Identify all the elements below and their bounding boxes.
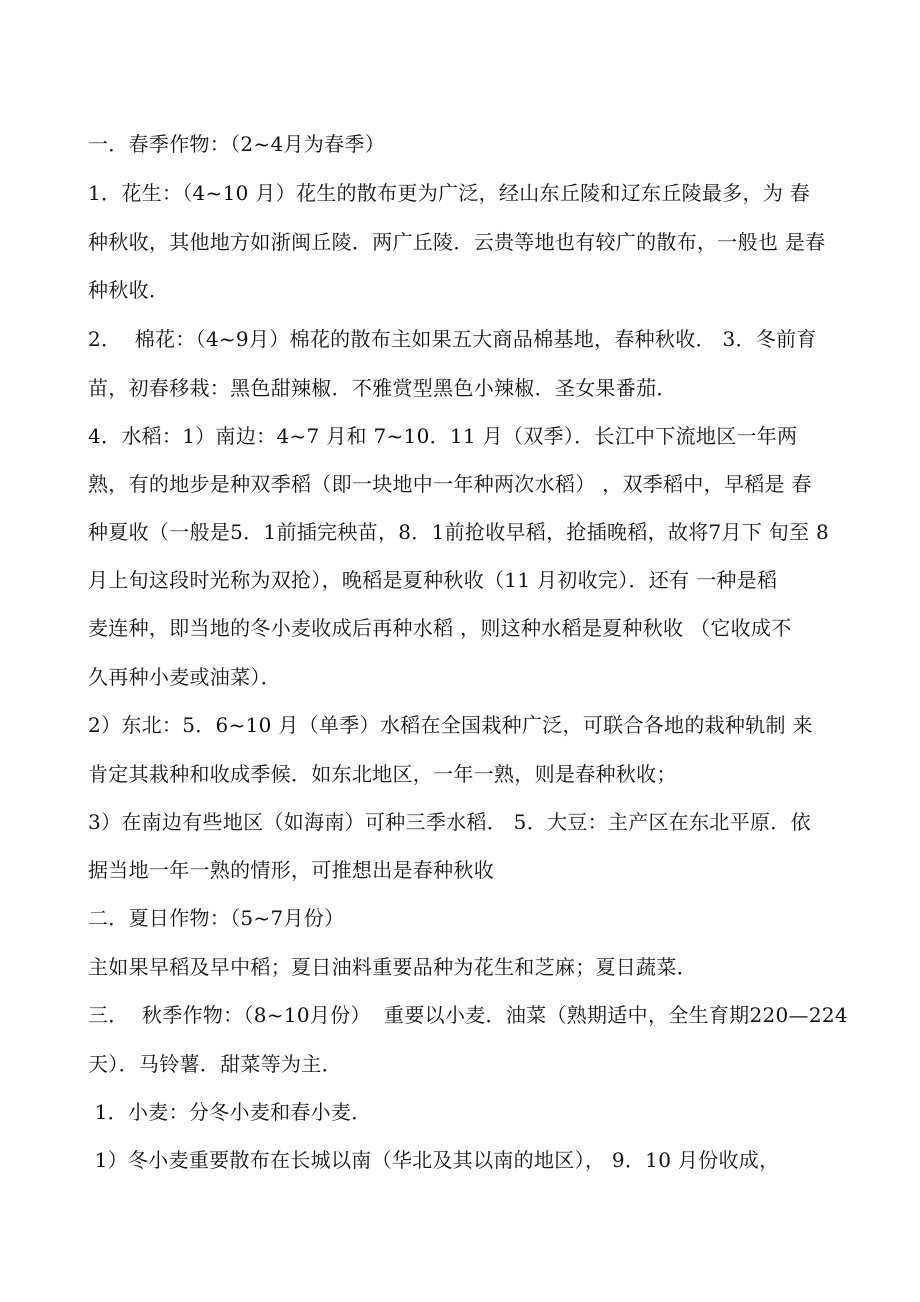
paragraph-line: 1．小麦：分冬小麦和春小麦．	[88, 1100, 372, 1124]
paragraph-line: 熟，有的地步是种双季稻（即一块地中一年种两次水稻） ，双季稻中，早稻是 春	[88, 472, 812, 496]
paragraph-line: 种秋收，其他地方如浙闽丘陵．两广丘陵．云贵等地也有较广的散布，一般也 是春	[88, 230, 826, 254]
section-heading-summer: 二．夏日作物：（5~7月份）	[88, 906, 345, 930]
paragraph-line: 麦连种，即当地的冬小麦收成后再种水稻 ，则这种水稻是夏种秋收 （它收成不	[88, 616, 792, 640]
paragraph-line: 2． 棉花：（4~9月）棉花的散布主如果五大商品棉基地，春种秋收． 3．冬前育	[88, 327, 817, 351]
paragraph-line: 1）冬小麦重要散布在长城以南（华北及其以南的地区）， 9．10 月份收成，	[88, 1148, 780, 1172]
paragraph-line: 2）东北：5．6~10 月（单季）水稻在全国栽种广泛，可联合各地的栽种轨制 来	[88, 713, 813, 737]
paragraph-line: 久再种小麦或油菜）．	[88, 665, 281, 689]
paragraph-line: 苗，初春移栽：黑色甜辣椒．不雅赏型黑色小辣椒．圣女果番茄．	[88, 376, 677, 400]
paragraph-line: 3）在南边有些地区（如海南）可种三季水稻． 5．大豆：主产区在东北平原．依	[88, 810, 811, 834]
paragraph-line: 据当地一年一熟的情形，可推想出是春种秋收	[88, 858, 494, 882]
paragraph-line: 种秋收．	[88, 278, 170, 302]
paragraph-line: 天）．马铃薯．甜菜等为主．	[88, 1052, 342, 1076]
paragraph-line: 1．花生：（4~10 月）花生的散布更为广泛，经山东丘陵和辽东丘陵最多，为 春	[88, 181, 811, 205]
paragraph-line: 月上旬这段时光称为双抢），晚稻是夏种秋收（11 月初收完）．还有 一种是稻	[88, 568, 778, 592]
paragraph-line: 肯定其栽种和收成季候．如东北地区，一年一熟，则是春种秋收；	[88, 762, 677, 786]
paragraph-line: 主如果早稻及早中稻；夏日油料重要品种为花生和芝麻；夏日蔬菜．	[88, 955, 697, 979]
paragraph-line: 4．水稻：1）南边：4~7 月和 7~10．11 月（双季）．长江中下流地区一年两	[88, 424, 798, 448]
section-heading-spring: 一．春季作物：（2~4月为春季）	[88, 132, 386, 156]
paragraph-line: 种夏收（一般是5．1前插完秧苗，8．1前抢收早稻，抢插晚稻，故将7月下 旬至 8	[88, 520, 830, 544]
section-heading-autumn: 三． 秋季作物：（8~10月份） 重要以小麦．油菜（熟期适中，全生育期220—224	[88, 1003, 848, 1027]
